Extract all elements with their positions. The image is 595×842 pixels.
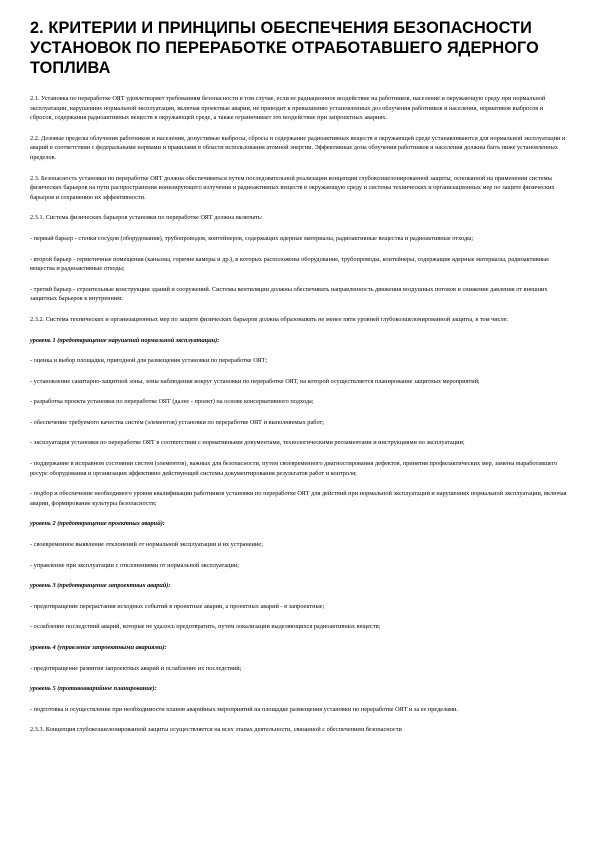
list-item-consequence-mitigation: - ослабление последствий аварий, которые не удалось предотвратить, путем локализации выделяющихся радиоактивных веществ; (30, 623, 381, 631)
level-5-heading: уровень 5 (противоаварийное планирование): (30, 685, 157, 693)
list-item-deviation-control: - управление при эксплуатации с отклонениями от нормальной эксплуатации; (30, 561, 240, 569)
list-item-beyond-design-prevention: - предотвращение развития запроектных аварий и ослабление их последствий; (30, 664, 242, 672)
paragraph-2-3-3: 2.3.3. Концепция глубокоэшелонированной защиты осуществляется на всех этапах деятельности, связанной с обеспечением безопасности (30, 726, 402, 734)
list-item-quality-assurance: - обеспечение требуемого качества систем (элементов) установки по переработке ОЯТ и выполняемых работ; (30, 418, 325, 426)
list-item-third-barrier: - третий барьер - строительные конструкции зданий и сооружений. Системы вентиляции должны обеспечивать направленность движения воздушных потоков и снижение давления от внешних защитных барьеров к внутренним. (30, 285, 548, 303)
list-item-deviation-detection: - своевременное выявление отклонений от нормальной эксплуатации и их устранение; (30, 541, 263, 549)
list-item-sanitary-zone: - установление санитарно-защитной зоны, зоны наблюдения вокруг установки по переработке ОЯТ, на которой осуществляется планирование защитных мероприятий; (30, 377, 480, 385)
list-item-emergency-plans: - подготовка и осуществление при необходимости планов аварийных мероприятий на площадке размещения установки по переработке ОЯТ и за ее пределами. (30, 705, 458, 713)
level-3-heading: уровень 3 (предотвращение запроектных аварий): (30, 582, 171, 590)
list-item-escalation-prevention: - предотвращение перерастания исходных событий в проектные аварии, а проектных аварий - в запроектные; (30, 602, 325, 610)
list-item-project-development: - разработка проекта установки по переработке ОЯТ (далее - проект) на основе консервативного подхода; (30, 398, 314, 406)
list-item-maintenance: - поддержание в исправном состоянии систем (элементов), важных для безопасности, путем своевременного диагностирования дефектов, принятия профилактических мер, замены выработавшего ресурс оборудования и организации эффективно действующей системы документирования результатов работ и контроля; (30, 460, 558, 477)
paragraph-2-2: 2.2. Дозовые пределы облучения работников и населения, допустимые выбросы, сбросы и содержание радиоактивных веществ в окружающей среде устанавливаются для нормальной эксплуатации и аварий в соответствии с федеральными нормами и правилами в области использования атомной энергии. Эффективные дозы облучения работников и населения должны быть ниже установленных пределов. (30, 134, 566, 161)
list-item-second-barrier: - второй барьер - герметичные помещения (каньоны, горячие камеры и др.), в которых расположены оборудование, трубопроводы, контейнеры, содержащие ядерные материалы, радиоактивные вещества и радиоактивные отходы; (30, 255, 550, 273)
list-item-operation: - эксплуатация установки по переработке ОЯТ в соответствии с нормативными документами, технологическими регламентами и инструкциями по эксплуатации; (30, 439, 465, 447)
list-item-site-selection: - оценка и выбор площадки, пригодной для размещения установки по переработке ОЯТ; (30, 357, 268, 365)
level-2-heading: уровень 2 (предотвращение проектных аварий): (30, 520, 165, 528)
paragraph-2-3-2: 2.3.2. Система технических и организационных мер по защите физических барьеров должна образовывать не менее пяти уровней глубокоэшелонированной защиты, в том числе: (30, 315, 509, 323)
paragraph-2-3: 2.3. Безопасность установки по переработке ОЯТ должна обеспечиваться путем последовательной реализации концепции глубокоэшелонированной защиты, основанной на применении системы физических барьеров на пути распространения ионизирующего излучения и радиоактивных веществ в окружающую среду и системы технических и организационных мер по защите физических барьеров и сохранению их эффективности. (30, 174, 555, 201)
paragraph-2-1: 2.1. Установка по переработке ОЯТ удовлетворяет требованиям безопасности в том случае, если ее радиационное воздействие на работников, население и окружающую среду при нормальной эксплуатации, нарушениях нормальной эксплуатации, включая проектные аварии, не приводит к превышению установленных доз облучения работников и населения, нормативов выбросов и сбросов, содержания радиоактивных веществ в окружающей среде, а также ограничивает это воздействие при запроектных авариях. (30, 95, 546, 122)
paragraph-2-3-1: 2.3.1. Система физических барьеров установки по переработке ОЯТ должна включать: (30, 214, 263, 222)
list-item-personnel-qualification: - подбор и обеспечение необходимого уровня квалификации работников установки по переработке ОЯТ для действий при нормальной эксплуатации и нарушениях нормальной эксплуатации, включая аварии, формирование культуры безопасности; (30, 490, 567, 507)
document-title: 2. КРИТЕРИИ И ПРИНЦИПЫ ОБЕСПЕЧЕНИЯ БЕЗОПАСНОСТИ УСТАНОВОК ПО ПЕРЕРАБОТКЕ ОТРАБОТАВШЕГО ЯДЕРНОГО ТОПЛИВА (30, 19, 539, 77)
list-item-first-barrier: - первый барьер - стенки сосудов (оборудования), трубопроводов, контейнеров, содержащих ядерные материалы, радиоактивные вещества и радиоактивные отходы; (30, 234, 474, 242)
level-4-heading: уровень 4 (управление запроектными авариями): (30, 644, 167, 651)
level-1-heading: уровень 1 (предотвращение нарушений нормальной эксплуатации): (30, 336, 220, 344)
